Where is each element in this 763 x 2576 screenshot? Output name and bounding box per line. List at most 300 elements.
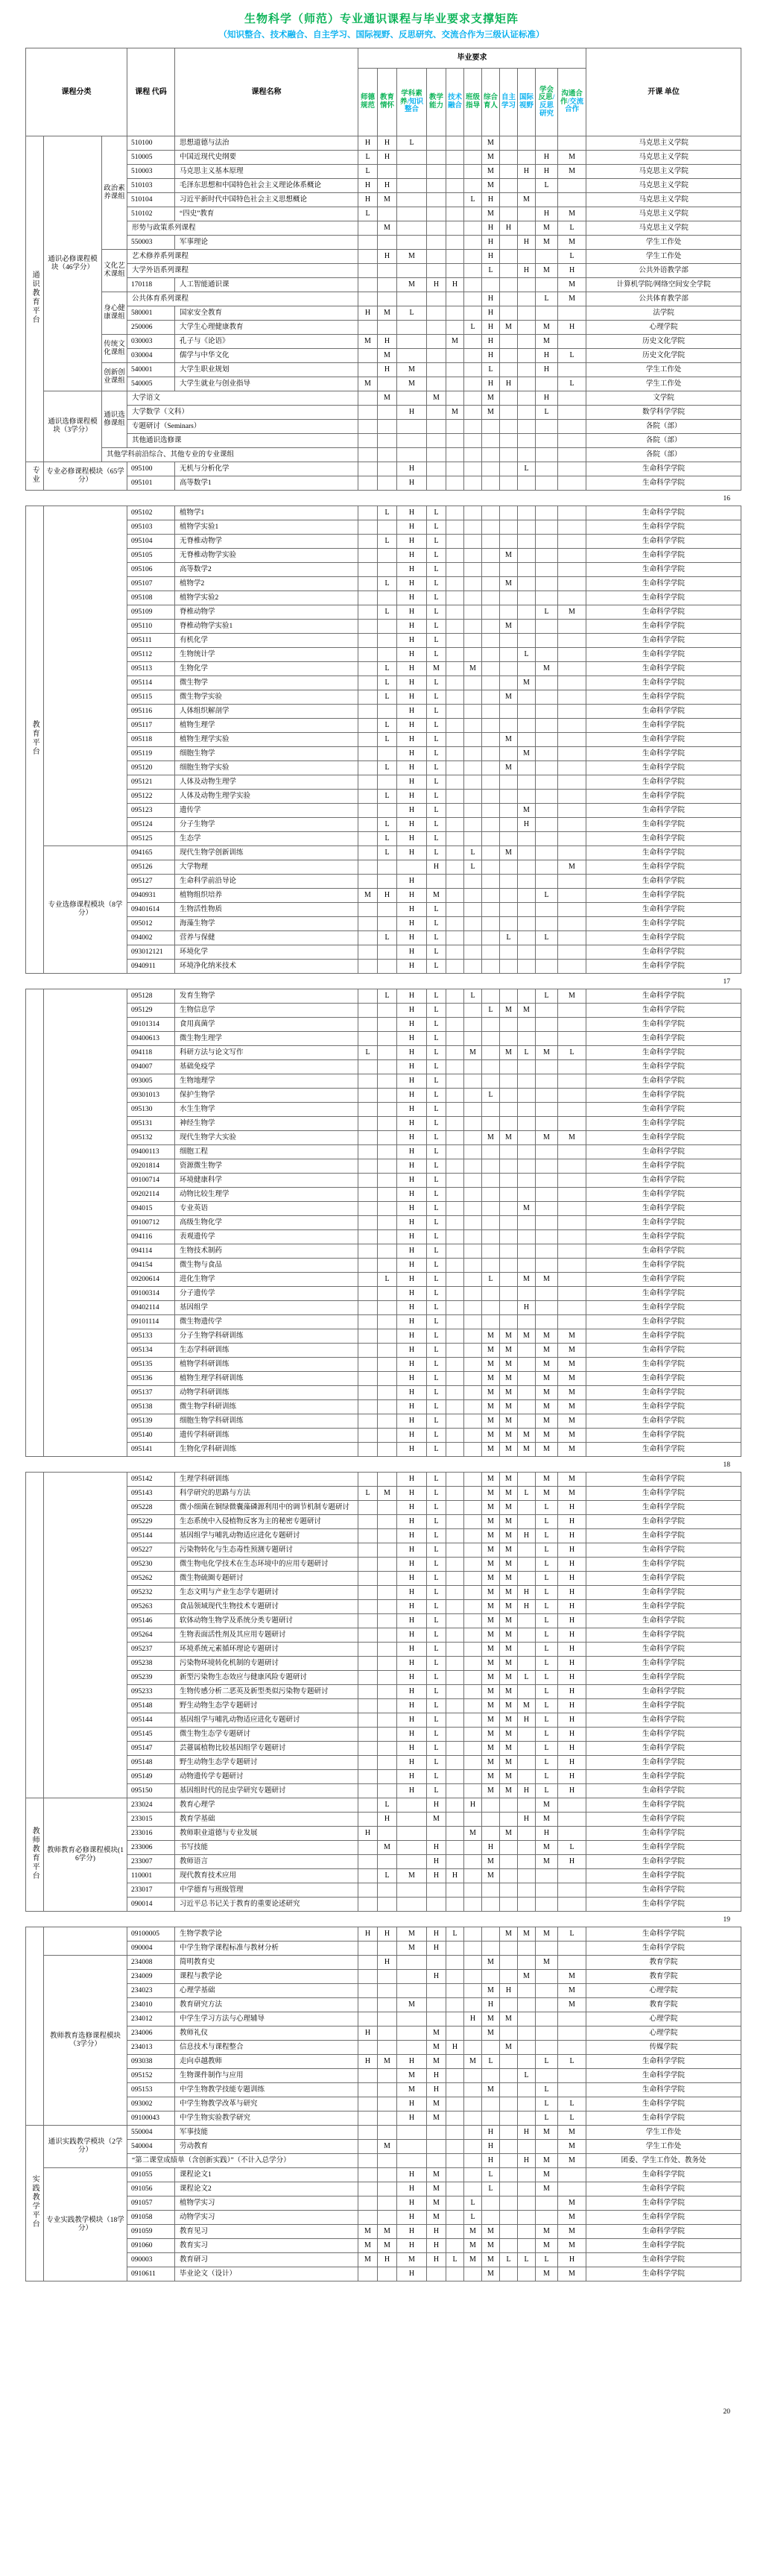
matrix-value-cell: H xyxy=(378,1927,397,1942)
matrix-value-cell xyxy=(518,1728,536,1742)
course-name-cell: 基础免疫学 xyxy=(175,1060,358,1074)
matrix-value-cell xyxy=(518,1855,536,1869)
course-code-cell: 095233 xyxy=(127,1685,175,1699)
matrix-value-cell xyxy=(558,620,586,634)
matrix-value-cell xyxy=(446,520,464,535)
matrix-value-cell: H xyxy=(378,1813,397,1827)
course-row xyxy=(26,804,741,818)
matrix-value-cell xyxy=(464,377,482,391)
matrix-value-cell: L xyxy=(464,846,482,860)
module-label-cell xyxy=(44,1927,127,1956)
matrix-value-cell: M xyxy=(378,349,397,363)
matrix-value-cell: M xyxy=(358,889,378,903)
matrix-value-cell: M xyxy=(536,236,558,250)
matrix-value-cell: H xyxy=(397,960,427,974)
matrix-value-cell: M xyxy=(558,2196,586,2211)
matrix-value-cell: H xyxy=(558,1742,586,1756)
matrix-value-cell xyxy=(558,2168,586,2182)
matrix-value-cell: H xyxy=(482,292,500,306)
matrix-value-cell xyxy=(518,2041,536,2055)
course-name-cell: 有机化学 xyxy=(175,634,358,648)
matrix-value-cell xyxy=(518,406,536,420)
matrix-value-cell xyxy=(464,1216,482,1230)
matrix-value-cell: L xyxy=(536,1643,558,1657)
matrix-value-cell: L xyxy=(427,1046,446,1060)
matrix-value-cell xyxy=(446,989,464,1004)
course-code-cell: 095130 xyxy=(127,1103,175,1117)
matrix-value-cell: H xyxy=(397,1358,427,1372)
matrix-value-cell: L xyxy=(518,648,536,662)
course-code-cell: 540001 xyxy=(127,363,175,377)
matrix-value-cell xyxy=(378,1103,397,1117)
matrix-value-cell xyxy=(397,2154,427,2168)
matrix-value-cell xyxy=(378,804,397,818)
course-code-cell: 09100043 xyxy=(127,2111,175,2126)
unit-cell: 生命科学学院 xyxy=(586,2111,741,2126)
matrix-value-cell: L xyxy=(536,1770,558,1784)
matrix-value-cell: L xyxy=(358,151,378,165)
course-name-cell: 遗传学科研训练 xyxy=(175,1429,358,1443)
matrix-value-cell: L xyxy=(427,775,446,790)
matrix-value-cell: L xyxy=(427,719,446,733)
matrix-value-cell xyxy=(518,2140,536,2154)
matrix-value-cell: L xyxy=(482,2182,500,2196)
matrix-value-cell xyxy=(558,1103,586,1117)
matrix-value-cell xyxy=(464,690,482,705)
matrix-value-cell xyxy=(378,1202,397,1216)
course-name-cell: 植物学实验2 xyxy=(175,591,358,605)
matrix-value-cell xyxy=(446,363,464,377)
matrix-value-cell: H xyxy=(397,1699,427,1713)
matrix-value-cell xyxy=(500,292,518,306)
matrix-value-cell: H xyxy=(397,1060,427,1074)
course-name-cell: 植物学科研训练 xyxy=(175,1358,358,1372)
course-row xyxy=(26,960,741,974)
matrix-value-cell: M xyxy=(558,2154,586,2168)
course-name-cell: 中学生物教学技能专题训练 xyxy=(175,2083,358,2097)
matrix-value-cell xyxy=(464,761,482,775)
unit-cell: 计算机学院/网络空间安全学院 xyxy=(586,278,741,292)
matrix-value-cell xyxy=(536,903,558,917)
matrix-value-cell xyxy=(358,1586,378,1600)
matrix-value-cell xyxy=(558,2069,586,2083)
matrix-value-cell xyxy=(378,2083,397,2097)
course-row xyxy=(26,1301,741,1315)
unit-cell: 生命科学学院 xyxy=(586,1159,741,1174)
matrix-value-cell: M xyxy=(500,690,518,705)
matrix-value-cell xyxy=(500,448,518,462)
course-row xyxy=(26,1074,741,1089)
matrix-value-cell xyxy=(446,1414,464,1429)
matrix-value-cell xyxy=(378,1060,397,1074)
matrix-value-cell xyxy=(378,549,397,563)
curriculum-table-block-1 xyxy=(25,48,741,491)
matrix-value-cell: L xyxy=(482,2055,500,2069)
matrix-value-cell: H xyxy=(397,1329,427,1344)
unit-cell: 学生工作处 xyxy=(586,236,741,250)
matrix-value-cell xyxy=(558,2027,586,2041)
matrix-value-cell xyxy=(518,1883,536,1898)
course-name-cell: 食品领域现代生物技术专题研讨 xyxy=(175,1600,358,1614)
matrix-value-cell xyxy=(464,790,482,804)
matrix-value-cell xyxy=(500,1216,518,1230)
course-row xyxy=(26,1244,741,1259)
matrix-value-cell: H xyxy=(518,1301,536,1315)
matrix-value-cell xyxy=(358,2211,378,2225)
matrix-value-cell xyxy=(378,747,397,761)
matrix-value-cell: L xyxy=(378,676,397,690)
course-code-cell: 234008 xyxy=(127,1956,175,1970)
matrix-value-cell xyxy=(500,1855,518,1869)
course-name-cell: 中学德育与班级管理 xyxy=(175,1883,358,1898)
matrix-value-cell: H xyxy=(397,1032,427,1046)
matrix-value-cell xyxy=(500,1230,518,1244)
matrix-value-cell xyxy=(518,832,536,846)
matrix-value-cell xyxy=(464,1558,482,1572)
course-code-cell: 234006 xyxy=(127,2027,175,2041)
course-code-cell: 09400113 xyxy=(127,1145,175,1159)
matrix-value-cell: M xyxy=(378,1841,397,1855)
matrix-value-cell: M xyxy=(482,1770,500,1784)
matrix-value-cell: M xyxy=(482,2225,500,2239)
matrix-value-cell: H xyxy=(397,676,427,690)
matrix-value-cell xyxy=(536,136,558,151)
matrix-value-cell: H xyxy=(397,1216,427,1230)
course-name-cell: 科学研究的思路与方法 xyxy=(175,1487,358,1501)
course-name-cell: 生物信息学 xyxy=(175,1004,358,1018)
matrix-value-cell: L xyxy=(536,1671,558,1685)
matrix-value-cell xyxy=(518,1742,536,1756)
matrix-value-cell xyxy=(464,179,482,193)
matrix-value-cell xyxy=(358,321,378,335)
course-name-cell: 生物活性物质 xyxy=(175,903,358,917)
course-row xyxy=(26,1883,741,1898)
matrix-value-cell: H xyxy=(518,1713,536,1728)
unit-cell: 生命科学学院 xyxy=(586,2168,741,2182)
matrix-value-cell xyxy=(358,605,378,620)
course-name-cell: 其他通识选修课 xyxy=(127,434,358,448)
matrix-value-cell: L xyxy=(427,690,446,705)
matrix-value-cell xyxy=(378,2211,397,2225)
course-code-cell: 09100712 xyxy=(127,1216,175,1230)
matrix-value-cell: M xyxy=(397,250,427,264)
curriculum-table-block-4 xyxy=(25,1472,741,1912)
course-code-cell: 094116 xyxy=(127,1230,175,1244)
unit-cell: 生命科学学院 xyxy=(586,1103,741,1117)
course-code-cell: 095012 xyxy=(127,917,175,931)
module-label-cell: 通识选修课程模块（3学分） xyxy=(44,391,102,462)
matrix-value-cell xyxy=(464,1188,482,1202)
matrix-value-cell xyxy=(558,761,586,775)
matrix-value-cell xyxy=(536,1089,558,1103)
matrix-value-cell xyxy=(518,476,536,491)
matrix-value-cell: M xyxy=(518,1202,536,1216)
matrix-value-cell xyxy=(464,903,482,917)
matrix-value-cell xyxy=(518,1984,536,1998)
matrix-value-cell xyxy=(518,620,536,634)
matrix-value-cell: H xyxy=(397,1756,427,1770)
matrix-value-cell xyxy=(536,591,558,605)
matrix-value-cell xyxy=(358,2083,378,2097)
matrix-value-cell xyxy=(358,1473,378,1487)
course-code-cell: 095228 xyxy=(127,1501,175,1515)
course-name-cell: 微生物学 xyxy=(175,676,358,690)
matrix-value-cell xyxy=(482,1046,500,1060)
header-requirement-column: 学科素养/知识整合 xyxy=(397,69,427,136)
course-name-cell: 人体组织解剖学 xyxy=(175,705,358,719)
matrix-value-cell: L xyxy=(558,1046,586,1060)
matrix-value-cell xyxy=(446,634,464,648)
matrix-value-cell xyxy=(536,448,558,462)
matrix-value-cell xyxy=(378,1046,397,1060)
matrix-value-cell xyxy=(558,1202,586,1216)
matrix-value-cell xyxy=(446,931,464,945)
unit-cell: 生命科学学院 xyxy=(586,1883,741,1898)
course-name-cell: 神经生物学 xyxy=(175,1117,358,1131)
matrix-value-cell xyxy=(500,193,518,207)
course-code-cell: 091057 xyxy=(127,2196,175,2211)
matrix-value-cell xyxy=(358,1869,378,1883)
matrix-value-cell xyxy=(482,420,500,434)
matrix-value-cell xyxy=(558,420,586,434)
matrix-value-cell: H xyxy=(397,1628,427,1643)
matrix-value-cell xyxy=(500,1089,518,1103)
course-row xyxy=(26,1400,741,1414)
course-code-cell: 095118 xyxy=(127,733,175,747)
course-name-cell: 生态学科研训练 xyxy=(175,1344,358,1358)
matrix-value-cell: M xyxy=(536,1956,558,1970)
matrix-value-cell xyxy=(446,2083,464,2097)
matrix-value-cell: H xyxy=(518,1784,536,1798)
matrix-value-cell xyxy=(446,875,464,889)
matrix-value-cell xyxy=(378,1400,397,1414)
matrix-value-cell: M xyxy=(482,1756,500,1770)
matrix-value-cell xyxy=(378,2111,397,2126)
matrix-value-cell xyxy=(558,945,586,960)
matrix-value-cell xyxy=(500,2267,518,2281)
matrix-value-cell xyxy=(446,1998,464,2012)
matrix-value-cell xyxy=(427,875,446,889)
matrix-value-cell xyxy=(536,462,558,476)
matrix-value-cell xyxy=(446,1942,464,1956)
unit-cell: 马克思主义学院 xyxy=(586,207,741,221)
course-row xyxy=(26,2126,741,2140)
matrix-value-cell xyxy=(446,1329,464,1344)
matrix-value-cell: H xyxy=(397,1586,427,1600)
course-row xyxy=(26,620,741,634)
matrix-value-cell: M xyxy=(482,391,500,406)
matrix-value-cell: L xyxy=(378,832,397,846)
matrix-value-cell xyxy=(464,1414,482,1429)
matrix-value-cell xyxy=(464,506,482,520)
matrix-value-cell: H xyxy=(427,1798,446,1813)
matrix-value-cell xyxy=(378,1372,397,1386)
matrix-value-cell xyxy=(518,1188,536,1202)
unit-cell: 历史文化学院 xyxy=(586,349,741,363)
matrix-value-cell xyxy=(446,761,464,775)
matrix-value-cell xyxy=(558,1018,586,1032)
course-code-cell: 095135 xyxy=(127,1358,175,1372)
matrix-value-cell xyxy=(482,719,500,733)
matrix-value-cell xyxy=(518,448,536,462)
unit-cell: 生命科学学院 xyxy=(586,1927,741,1942)
matrix-value-cell xyxy=(358,1145,378,1159)
matrix-value-cell xyxy=(446,1628,464,1643)
matrix-value-cell: M xyxy=(482,1344,500,1358)
matrix-value-cell xyxy=(518,506,536,520)
matrix-value-cell xyxy=(427,1883,446,1898)
matrix-value-cell: L xyxy=(358,207,378,221)
matrix-value-cell xyxy=(464,250,482,264)
matrix-value-cell xyxy=(500,563,518,577)
unit-cell: 生命科学学院 xyxy=(586,2055,741,2069)
unit-cell: 传媒学院 xyxy=(586,2041,741,2055)
matrix-value-cell: L xyxy=(427,1329,446,1344)
matrix-value-cell xyxy=(558,520,586,535)
matrix-value-cell: M xyxy=(500,1329,518,1344)
matrix-value-cell: H xyxy=(558,1558,586,1572)
matrix-value-cell: M xyxy=(500,1400,518,1414)
matrix-value-cell: L xyxy=(558,2111,586,2126)
matrix-value-cell: L xyxy=(378,1798,397,1813)
matrix-value-cell: M xyxy=(482,1529,500,1543)
matrix-value-cell xyxy=(500,917,518,931)
course-code-cell: 09400613 xyxy=(127,1032,175,1046)
unit-cell: 生命科学学院 xyxy=(586,747,741,761)
matrix-value-cell: L xyxy=(518,2069,536,2083)
matrix-value-cell xyxy=(464,335,482,349)
matrix-value-cell: M xyxy=(378,1487,397,1501)
matrix-value-cell xyxy=(482,1827,500,1841)
matrix-value-cell xyxy=(482,577,500,591)
header-course-code: 课程 代码 xyxy=(127,48,175,136)
matrix-value-cell xyxy=(446,563,464,577)
matrix-value-cell: H xyxy=(378,889,397,903)
unit-cell: 生命科学学院 xyxy=(586,563,741,577)
matrix-value-cell xyxy=(378,875,397,889)
matrix-value-cell xyxy=(500,207,518,221)
course-row xyxy=(26,1970,741,1984)
matrix-value-cell xyxy=(446,648,464,662)
matrix-value-cell xyxy=(482,1259,500,1273)
matrix-value-cell xyxy=(358,705,378,719)
matrix-value-cell xyxy=(536,1032,558,1046)
matrix-value-cell: L xyxy=(427,1060,446,1074)
matrix-value-cell: L xyxy=(536,931,558,945)
matrix-value-cell xyxy=(397,2140,427,2154)
matrix-value-cell xyxy=(500,1798,518,1813)
matrix-value-cell: L xyxy=(446,2253,464,2267)
matrix-value-cell xyxy=(518,1230,536,1244)
matrix-value-cell xyxy=(358,1572,378,1586)
matrix-value-cell: M xyxy=(397,278,427,292)
matrix-value-cell xyxy=(358,1643,378,1657)
matrix-value-cell xyxy=(500,989,518,1004)
matrix-value-cell xyxy=(500,1301,518,1315)
course-code-cell: 095141 xyxy=(127,1443,175,1457)
matrix-value-cell: H xyxy=(397,1770,427,1784)
course-name-cell: 微小细菌在铜绿微囊藻磷源利用中的调节机制专题研讨 xyxy=(175,1501,358,1515)
matrix-value-cell xyxy=(518,151,536,165)
matrix-value-cell xyxy=(446,945,464,960)
course-row xyxy=(26,761,741,775)
module-label-cell: 专业必修课程模块（65学分） xyxy=(44,462,127,491)
matrix-value-cell: H xyxy=(397,1287,427,1301)
page-number: 20 xyxy=(723,2408,730,2416)
matrix-value-cell xyxy=(536,804,558,818)
matrix-value-cell: M xyxy=(482,1671,500,1685)
course-row xyxy=(26,1188,741,1202)
course-code-cell: 0940931 xyxy=(127,889,175,903)
matrix-value-cell xyxy=(378,1529,397,1543)
matrix-value-cell xyxy=(482,1060,500,1074)
matrix-value-cell: M xyxy=(536,1386,558,1400)
matrix-value-cell xyxy=(558,406,586,420)
matrix-value-cell xyxy=(518,179,536,193)
course-code-cell: 095140 xyxy=(127,1429,175,1443)
matrix-value-cell xyxy=(518,207,536,221)
matrix-value-cell xyxy=(536,1004,558,1018)
matrix-value-cell xyxy=(358,945,378,960)
matrix-value-cell: H xyxy=(558,1657,586,1671)
matrix-value-cell: M xyxy=(482,1643,500,1657)
course-code-cell: 095132 xyxy=(127,1131,175,1145)
matrix-value-cell xyxy=(446,2097,464,2111)
course-code-cell: 09100714 xyxy=(127,1174,175,1188)
header-classification: 课程分类 xyxy=(26,48,127,136)
matrix-value-cell: H xyxy=(558,1643,586,1657)
matrix-value-cell xyxy=(518,2267,536,2281)
matrix-value-cell: M xyxy=(500,1372,518,1386)
matrix-value-cell: H xyxy=(482,2126,500,2140)
matrix-value-cell xyxy=(358,2140,378,2154)
matrix-value-cell xyxy=(500,2196,518,2211)
matrix-value-cell xyxy=(427,377,446,391)
matrix-value-cell xyxy=(358,1515,378,1529)
matrix-value-cell xyxy=(482,620,500,634)
matrix-value-cell: L xyxy=(378,535,397,549)
matrix-value-cell xyxy=(482,1813,500,1827)
unit-cell: 生命科学学院 xyxy=(586,1600,741,1614)
matrix-value-cell: H xyxy=(500,377,518,391)
matrix-value-cell xyxy=(482,1942,500,1956)
matrix-value-cell: L xyxy=(397,136,427,151)
matrix-value-cell xyxy=(500,2140,518,2154)
matrix-value-cell: M xyxy=(427,2168,446,2182)
matrix-value-cell xyxy=(446,1798,464,1813)
unit-cell: 生命科学学院 xyxy=(586,1942,741,1956)
matrix-value-cell: L xyxy=(378,577,397,591)
matrix-value-cell: H xyxy=(518,1586,536,1600)
matrix-value-cell: L xyxy=(427,1004,446,1018)
matrix-value-cell xyxy=(378,321,397,335)
matrix-value-cell xyxy=(518,1827,536,1841)
matrix-value-cell xyxy=(518,2055,536,2069)
matrix-value-cell: H xyxy=(427,2225,446,2239)
matrix-value-cell: L xyxy=(427,535,446,549)
matrix-value-cell xyxy=(427,236,446,250)
course-name-cell: 微生物学科研训练 xyxy=(175,1400,358,1414)
matrix-value-cell: H xyxy=(518,1529,536,1543)
header-requirement-column: 技术融合 xyxy=(446,69,464,136)
matrix-value-cell: M xyxy=(482,2083,500,2097)
matrix-value-cell xyxy=(518,860,536,875)
course-row xyxy=(26,1174,741,1188)
matrix-value-cell xyxy=(518,1770,536,1784)
unit-cell: 生命科学学院 xyxy=(586,1728,741,1742)
course-row xyxy=(26,2140,741,2154)
unit-cell: 心理学院 xyxy=(586,2012,741,2027)
